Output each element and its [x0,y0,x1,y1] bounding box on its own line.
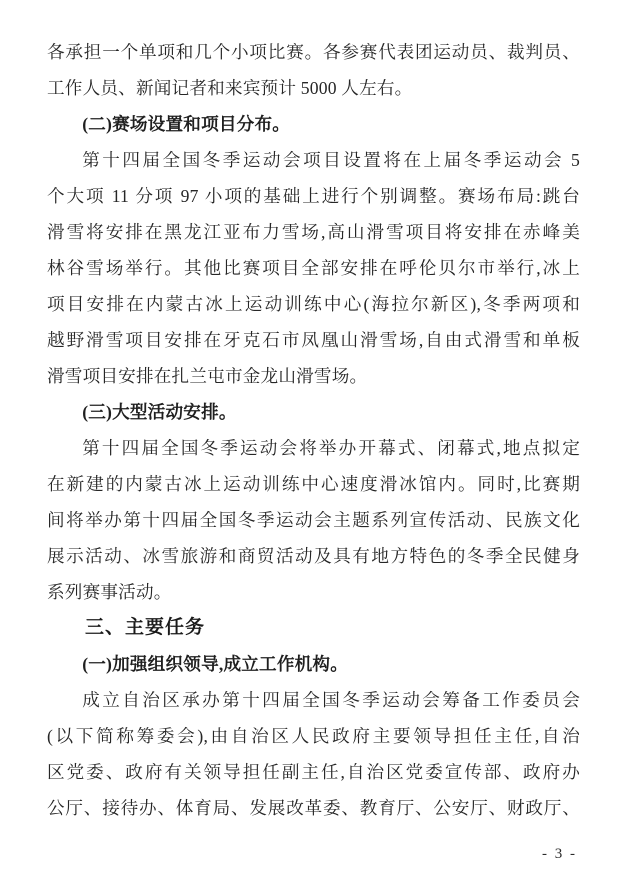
paragraph-line: 个大项 11 分项 97 小项的基础上进行个别调整。赛场布局:跳台 [47,186,580,206]
paragraph-line: 第十四届全国冬季运动会项目设置将在上届冬季运动会 5 [82,150,580,170]
document-body [47,34,580,826]
paragraph-line: 在新建的内蒙古冰上运动训练中心速度滑冰馆内。同时,比赛期 [47,474,580,494]
paragraph-line: 滑雪项目安排在扎兰屯市金龙山滑雪场。 [47,366,368,386]
sub-heading: (二)赛场设置和项目分布。 [82,114,291,134]
paragraph-line: 越野滑雪项目安排在牙克石市凤凰山滑雪场,自由式滑雪和单板 [47,330,580,350]
paragraph-line: 展示活动、冰雪旅游和商贸活动及具有地方特色的冬季全民健身 [47,546,580,566]
paragraph-line: 区党委、政府有关领导担任副主任,自治区党委宣传部、政府办 [47,762,580,782]
paragraph-line: 系列赛事活动。 [47,582,172,602]
paragraph-line: 林谷雪场举行。其他比赛项目全部安排在呼伦贝尔市举行,冰上 [47,258,580,278]
paragraph-line: (以下简称筹委会),由自治区人民政府主要领导担任主任,自治 [47,726,580,746]
paragraph-line: 滑雪将安排在黑龙江亚布力雪场,高山滑雪项目将安排在赤峰美 [47,222,580,242]
paragraph-line: 各承担一个单项和几个小项比赛。各参赛代表团运动员、裁判员、 [47,42,580,62]
paragraph-line: 第十四届全国冬季运动会将举办开幕式、闭幕式,地点拟定 [82,438,580,458]
paragraph-line: 工作人员、新闻记者和来宾预计 5000 人左右。 [47,78,413,98]
sub-heading: (一)加强组织领导,成立工作机构。 [82,654,349,674]
paragraph-line: 公厅、接待办、体育局、发展改革委、教育厅、公安厅、财政厅、 [47,798,580,818]
section-heading: 三、主要任务 [85,617,206,638]
sub-heading: (三)大型活动安排。 [82,402,237,422]
paragraph-line: 间将举办第十四届全国冬季运动会主题系列宣传活动、民族文化 [47,510,580,530]
paragraph-line: 成立自治区承办第十四届全国冬季运动会筹备工作委员会 [82,690,580,710]
paragraph-line: 项目安排在内蒙古冰上运动训练中心(海拉尔新区),冬季两项和 [47,294,580,314]
page-number: - 3 - [542,846,577,862]
